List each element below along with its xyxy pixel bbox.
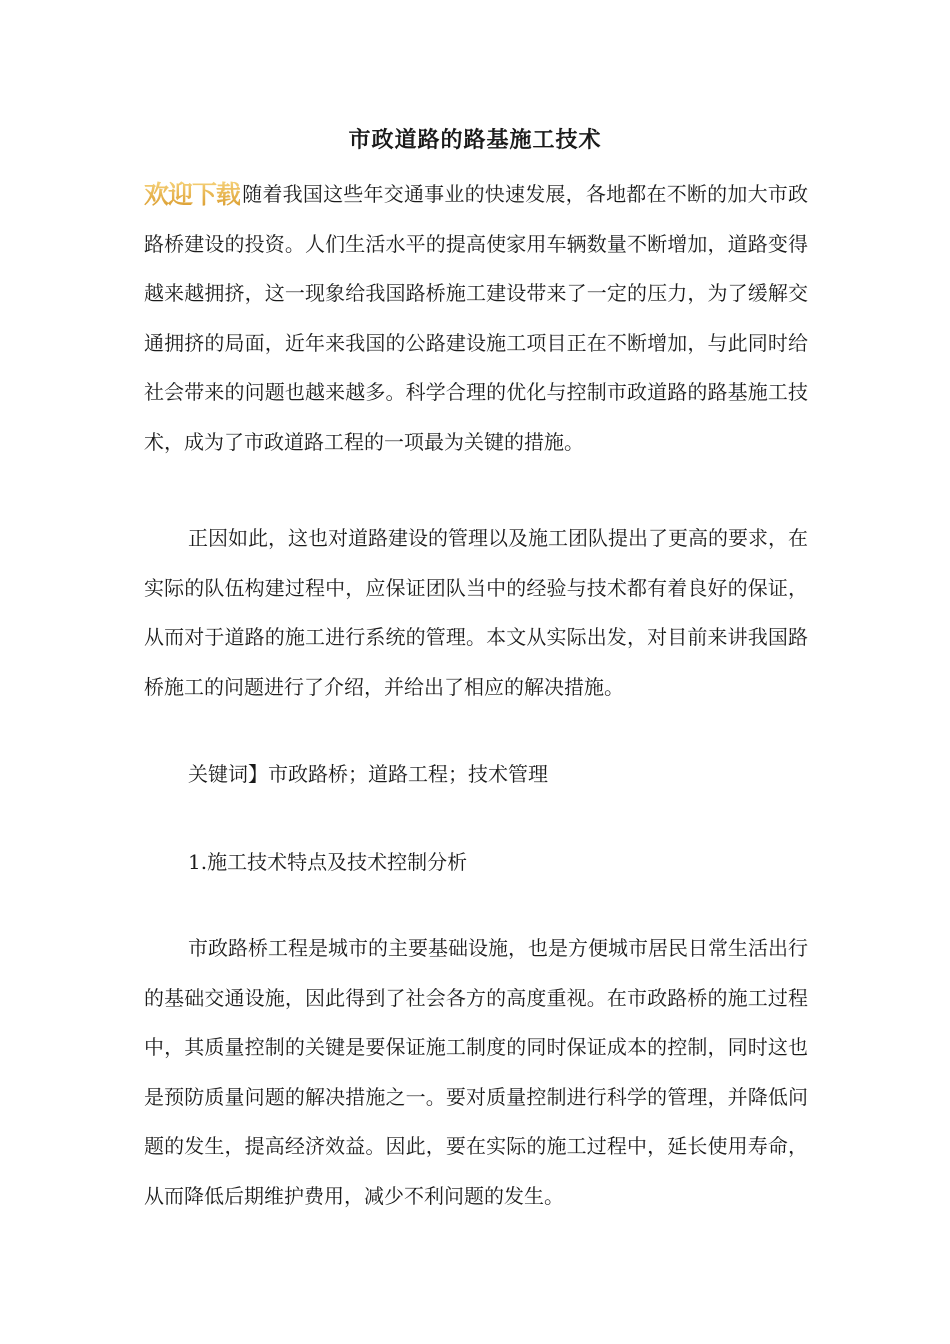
section-heading: 1.施工技术特点及技术控制分析 — [188, 850, 468, 874]
keywords-line: 关键词】市政路桥；道路工程；技术管理 — [188, 762, 548, 786]
second-paragraph: 正因如此，这也对道路建设的管理以及施工团队提出了更高的要求，在实际的队伍构建过程中，应保证团队当中的经验与技术都有着良好的保证，从而对于道路的施工进行系统的管理。本文从实际出发，对目前来讲我国路桥施工的问题进行了介绍，并给出了相应的解决措施。 — [144, 526, 808, 699]
section-paragraph: 市政路桥工程是城市的主要基础设施，也是方便城市居民日常生活出行的基础交通设施，因此得到了社会各方的高度重视。在市政路桥的施工过程中，其质量控制的关键是要保证施工制度的同时保证成本的控制，同时这也是预防质量问题的解决措施之一。要对质量控制进行科学的管理，并降低问题的发生，提高经济效益。因此，要在实际的施工过程中，延长使用寿命，从而降低后期维护费用，减少不利问题的发生。 — [144, 936, 808, 1208]
intro-paragraph-text: 随着我国这些年交通事业的快速发展，各地都在不断的加大市政路桥建设的投资。人们生活水平的提高使家用车辆数量不断增加，道路变得越来越拥挤，这一现象给我国路桥施工建设带来了一定的压力，为了缓解交通拥挤的局面，近年来我国的公路建设施工项目正在不断增加，与此同时给社会带来的问题也越来越多。科学合理的优化与控制市政道路的路基施工技术，成为了市政道路工程的一项最为关键的措施。 — [144, 182, 808, 454]
welcome-download-watermark: 欢迎下载 — [144, 180, 241, 209]
document-title: 市政道路的路基施工技术 — [348, 127, 602, 153]
intro-paragraph — [144, 170, 808, 467]
